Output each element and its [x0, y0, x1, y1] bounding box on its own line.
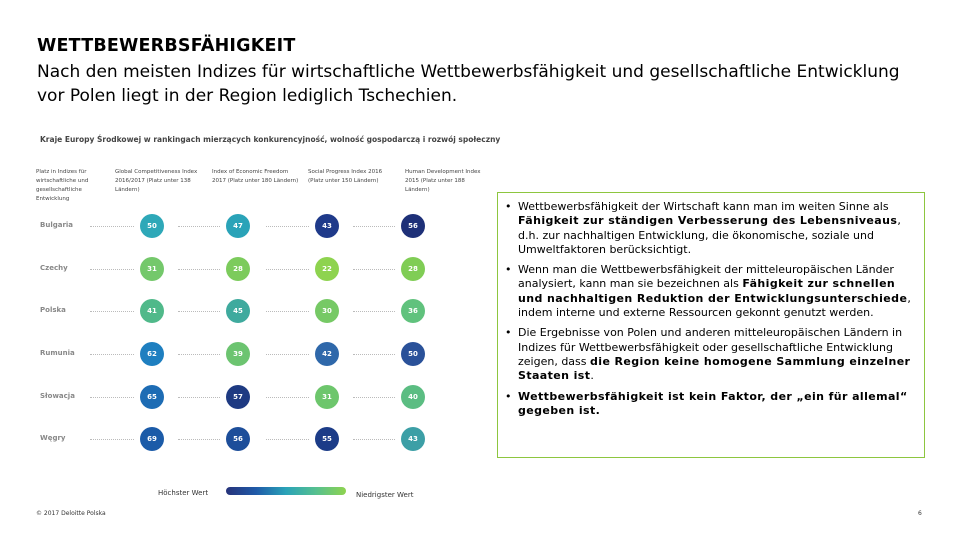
row-label: Rumunia — [40, 349, 75, 357]
bullet-item: • Die Ergebnisse von Polen und anderen mitteleuropäischen Ländern in Indizes für Wettbewerbsfähigkeit oder gesellschaftliche Entwicklung zeigen, dass die Region keine homogene Sammlung einzelner Staaten ist. — [505, 326, 917, 383]
rank-circle: 43 — [315, 214, 339, 238]
row-label: Słowacja — [40, 392, 75, 400]
dotted-leader — [353, 354, 395, 355]
rank-circle: 56 — [226, 427, 250, 451]
dotted-leader — [90, 311, 134, 312]
rank-circle: 30 — [315, 299, 339, 323]
dotted-leader — [266, 226, 309, 227]
bullet-item: • Wenn man die Wettbewerbsfähigkeit der mitteleuropäischen Länder analysiert, kann man sie bezeichnen als Fähigkeit zur schnellen und nachhaltigen Reduktion der Entwicklungsunterschiede, indem interne und externe Ressourcen gekonnt genutzt werden. — [505, 263, 917, 320]
dotted-leader — [353, 311, 395, 312]
rank-circle: 62 — [140, 342, 164, 366]
rank-circle: 28 — [401, 257, 425, 281]
rank-circle: 22 — [315, 257, 339, 281]
column-header-gci: Global Competitiveness Index 2016/2017 (Platz unter 138 Ländern) — [115, 169, 198, 193]
dotted-leader — [266, 397, 309, 398]
dotted-leader — [90, 354, 134, 355]
row-label: Bulgaria — [40, 221, 74, 229]
dotted-leader — [353, 269, 395, 270]
dotted-leader — [266, 269, 309, 270]
row-label: Węgry — [40, 434, 66, 442]
dotted-leader — [90, 269, 134, 270]
rank-circle: 47 — [226, 214, 250, 238]
page-number: 6 — [918, 510, 922, 517]
rank-circle: 42 — [315, 342, 339, 366]
row-label: Polska — [40, 306, 66, 314]
matrix-heading: Kraje Europy Środkowej w rankingach mierzących konkurencyjność, wolność gospodarczą i rozwój społeczny — [40, 135, 501, 144]
dotted-leader — [266, 311, 309, 312]
column-header-spi: Social Progress Index 2016 (Platz unter 150 Ländern) — [308, 169, 383, 184]
dotted-leader — [266, 354, 309, 355]
dotted-leader — [353, 439, 395, 440]
dotted-leader — [90, 397, 134, 398]
column-header-hdi: Human Development Index 2015 (Platz unter 188 Ländern) — [405, 169, 481, 193]
bullet-item: • Wettbewerbsfähigkeit der Wirtschaft kann man im weiten Sinne als Fähigkeit zur ständigen Verbesserung des Lebensniveaus, d.h. zur nachhaltigen Entwicklung, die ökonomische, soziale und Umweltfaktoren berücksichtigt. — [505, 200, 917, 257]
dotted-leader — [178, 397, 220, 398]
dotted-leader — [90, 439, 134, 440]
rank-circle: 50 — [401, 342, 425, 366]
dotted-leader — [266, 439, 309, 440]
rank-circle: 65 — [140, 385, 164, 409]
row-label: Czechy — [40, 264, 68, 272]
dotted-leader — [178, 269, 220, 270]
bullet-list — [505, 200, 917, 424]
rank-circle: 56 — [401, 214, 425, 238]
rank-circle: 50 — [140, 214, 164, 238]
dotted-leader — [90, 226, 134, 227]
rank-circle: 57 — [226, 385, 250, 409]
column-header-platz: Platz in Indizes für wirtschaftliche und gesellschaftliche Entwicklung — [36, 169, 89, 202]
rank-circle: 31 — [140, 257, 164, 281]
rank-circle: 31 — [315, 385, 339, 409]
copyright-footer: © 2017 Deloitte Polska — [36, 510, 106, 517]
legend-high-label: Höchster Wert — [158, 489, 209, 497]
dotted-leader — [178, 226, 220, 227]
rank-circle: 41 — [140, 299, 164, 323]
legend-low-label: Niedrigster Wert — [356, 491, 414, 499]
rank-circle: 55 — [315, 427, 339, 451]
rank-circle: 36 — [401, 299, 425, 323]
rank-circle: 43 — [401, 427, 425, 451]
rank-circle: 39 — [226, 342, 250, 366]
dotted-leader — [178, 354, 220, 355]
rank-circle: 28 — [226, 257, 250, 281]
rank-circle: 40 — [401, 385, 425, 409]
rank-circle: 45 — [226, 299, 250, 323]
rank-circle: 69 — [140, 427, 164, 451]
dotted-leader — [353, 226, 395, 227]
slide-title: WETTBEWERBSFÄHIGKEIT — [37, 36, 296, 56]
slide-subtitle: Nach den meisten Indizes für wirtschaftliche Wettbewerbsfähigkeit und gesellschaftliche Entwicklung vor Polen liegt in der Region lediglich Tschechien. — [37, 62, 900, 106]
dotted-leader — [178, 439, 220, 440]
dotted-leader — [178, 311, 220, 312]
column-header-ief: Index of Economic Freedom 2017 (Platz unter 180 Ländern) — [212, 169, 299, 184]
bullet-item: • Wettbewerbsfähigkeit ist kein Faktor, der „ein für allemal“ gegeben ist. — [505, 390, 917, 419]
dotted-leader — [353, 397, 395, 398]
legend-gradient — [226, 487, 346, 495]
